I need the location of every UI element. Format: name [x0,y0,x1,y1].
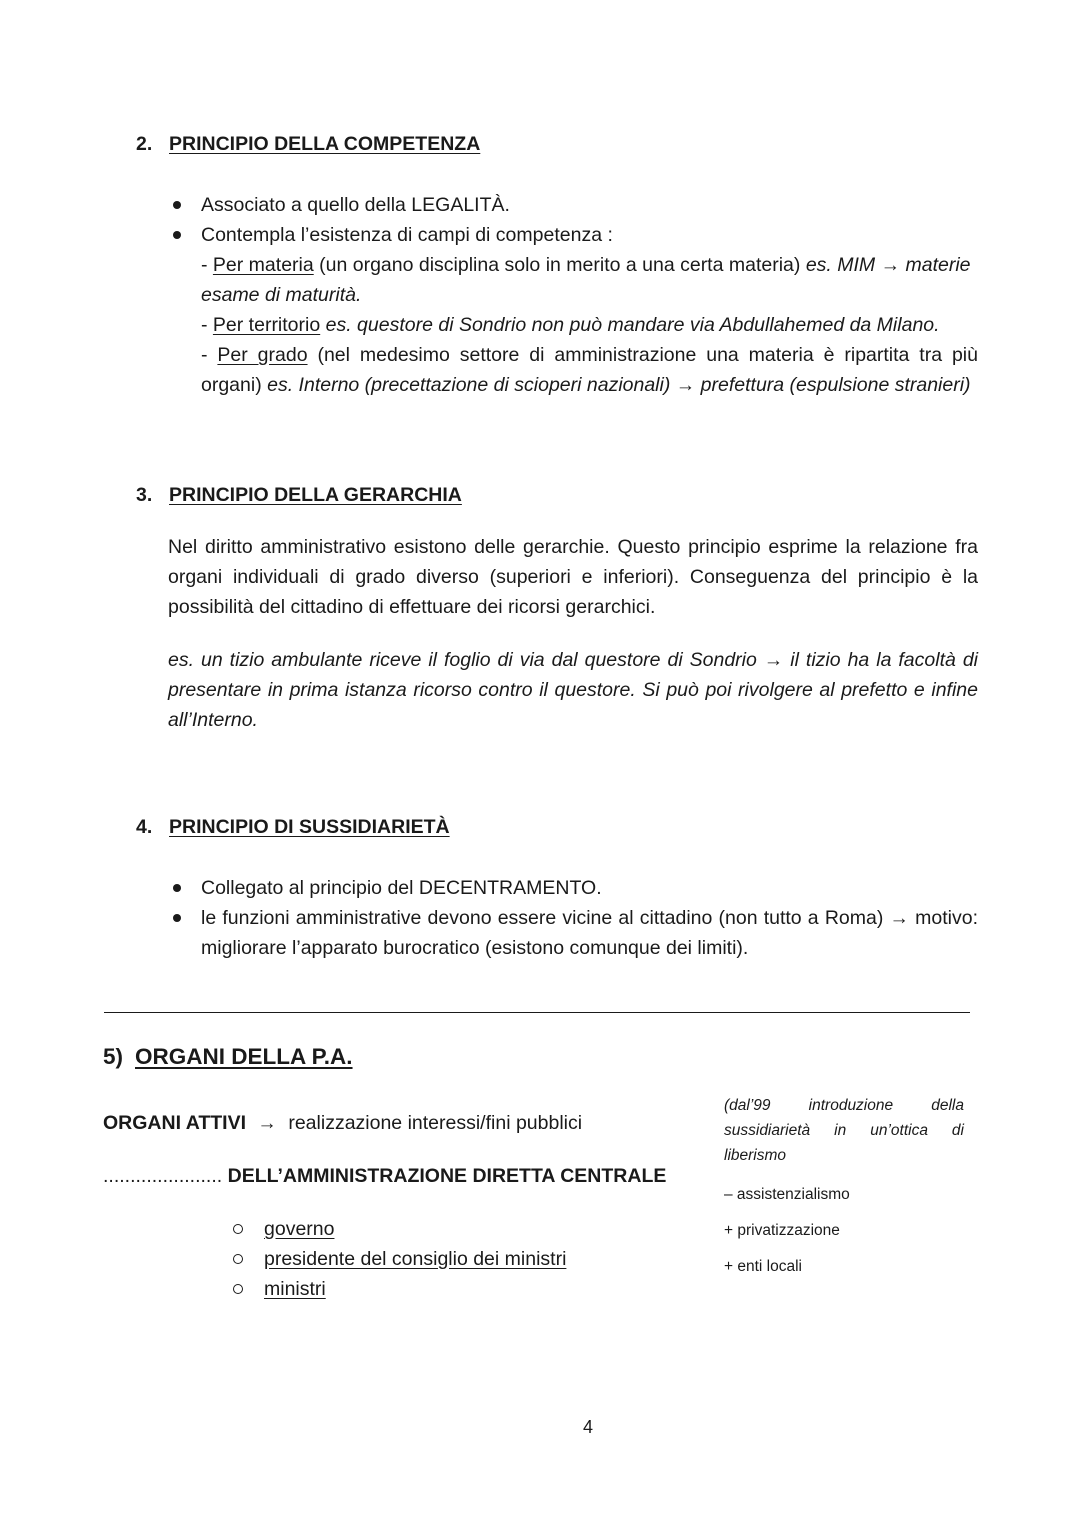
section-2-heading [136,129,480,159]
section-number: 3. [136,484,153,506]
side-note-item: – assistenzialismo [724,1186,850,1203]
organi-list [230,1214,566,1304]
side-note: (dal’99 introduzione della sussidiarietà in un’ottica di liberismo – assistenzialismo + privatizzazione + enti locali [724,1093,964,1279]
section-title: ORGANI DELLA P.A. [135,1044,353,1069]
bullet-list [168,873,978,963]
list-item: Associato a quello della LEGALITÀ. [168,190,978,220]
side-note-item: + enti locali [724,1258,802,1275]
section-4-body [168,873,978,963]
section-2-body [168,190,978,400]
section-number: 5) [103,1044,124,1069]
list-item: Contemplа l’esistenza di campi di competenza : - Per materia (un organo disciplina solo in merito a una certa materia) es. MIM → materie esame di maturità. - Per territorio es. questore di Sondrio non può mandare via Abdullahemed da Milano. - Per grado (nel medesimo settore di amministrazione una materia è ripartita tra più organi) es. Interno (precettazione di scioperi nazionali) → prefettura (espulsione stranieri) [168,220,978,400]
competence-grado: - Per grado (nel medesimo settore di amministrazione una materia è ripartita tra più [201,344,978,366]
dotted-leader: ...................... [103,1165,223,1187]
section-3-heading [136,480,462,510]
bullet-list [168,190,978,400]
competence-materia: - Per materia (un organo disciplina solo in merito a una certa materia) es. MIM → materie [201,254,971,276]
section-divider [104,1012,970,1013]
section-number: 4. [136,816,153,838]
list-item: governo [230,1214,566,1244]
section-3-paragraph: Nel diritto amministrativo esistono delle gerarchie. Questo principio esprime la relazione fra organi individuali di grado diverso (superiori e inferiori). Conseguenza del principio è la possibilità del cittadino di effettuare dei ricorsi gerarchici. [168,536,978,618]
section-5-heading [103,1041,353,1073]
list-item: ministri [230,1274,566,1304]
organi-attivi-label: ORGANI ATTIVI [103,1112,246,1134]
section-3-example: es. un tizio ambulante riceve il foglio di via dal questore di Sondrio → il tizio ha la facoltà di presentare in prima istanza ricorso contro il questore. Si può poi rivolgere al prefetto e infine all’Interno. [168,649,978,731]
section-title: PRINCIPIO DELLA COMPETENZA [169,133,481,155]
organi-attivi [103,1108,582,1138]
organi-attivi-text: realizzazione interessi/fini pubblici [288,1112,583,1134]
list-item: le funzioni amministrative devono essere vicine al cittadino (non tutto a Roma) → motivo: migliorare l’apparato burocratico (esistono comunque dei limiti). [168,903,978,963]
list-item: Collegato al principio del DECENTRAMENTO. [168,873,978,903]
amministrazione-centrale [103,1161,666,1191]
section-title: PRINCIPIO DELLA GERARCHIA [169,484,462,506]
side-note-item: + privatizzazione [724,1222,840,1239]
section-title: PRINCIPIO DI SUSSIDIARIETÀ [169,816,450,838]
list-item: presidente del consiglio dei ministri [230,1244,566,1274]
section-4-heading [136,812,450,842]
arrow-icon: → [257,1112,277,1134]
amministrazione-centrale-label: DELL’AMMINISTRAZIONE DIRETTA CENTRALE [227,1165,667,1187]
circle-bullet-list [230,1214,566,1304]
page-number: 4 [582,1417,593,1437]
section-number: 2. [136,133,153,155]
competence-territorio: - Per territorio es. questore di Sondrio non può mandare via Abdullahemed da Milano. [201,314,940,336]
